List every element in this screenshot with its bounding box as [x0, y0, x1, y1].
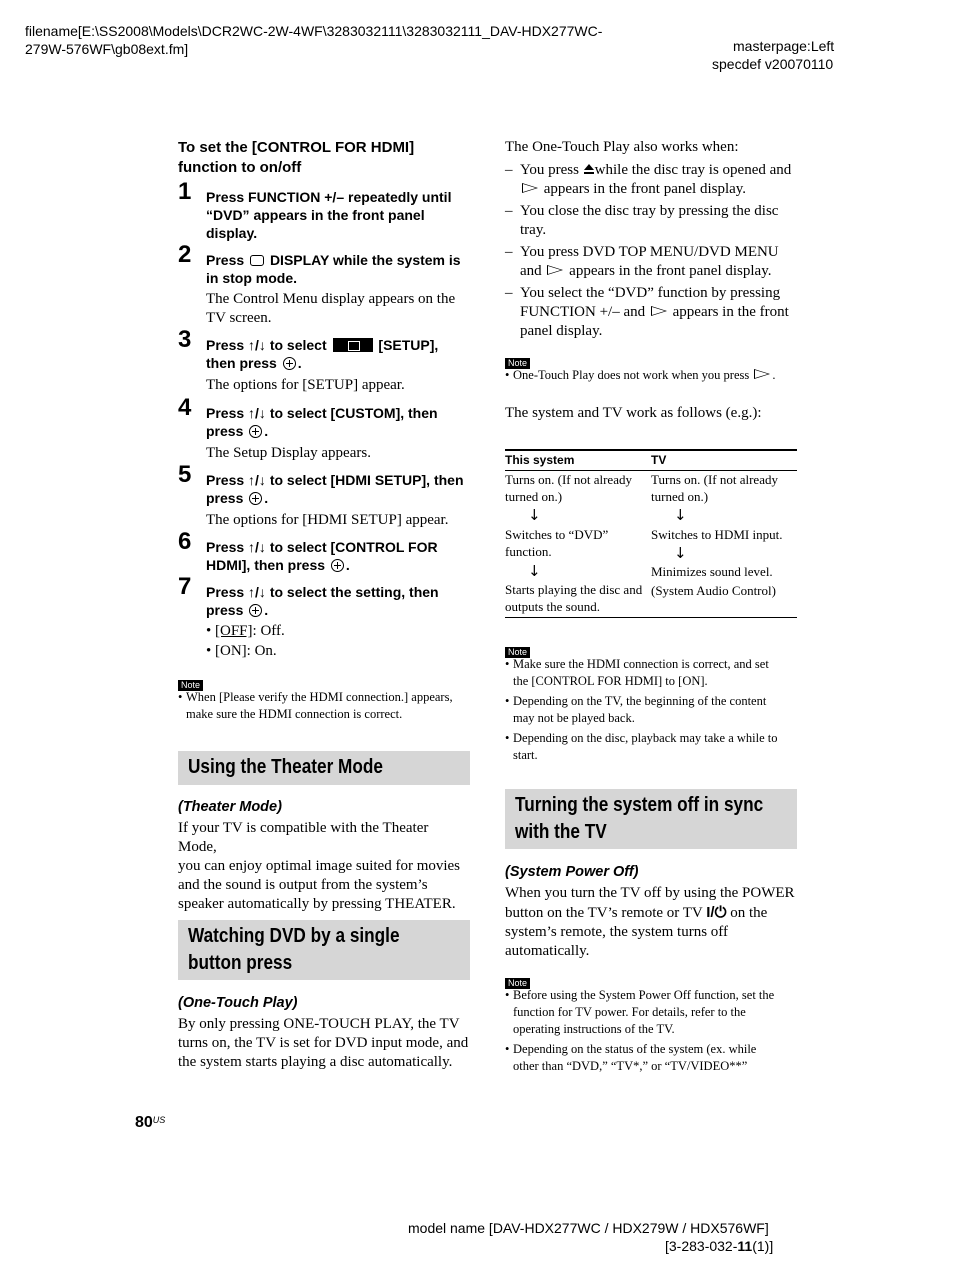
power-icon: I/⏻: [706, 904, 727, 921]
footer-model: model name [DAV-HDX277WC / HDX279W / HDX576WF] [3-283-032-11(1)]: [408, 1220, 774, 1254]
note-label: Note: [178, 680, 203, 691]
system-tv-intro: The system and TV work as follows (e.g.):: [505, 405, 762, 421]
left-column: [178, 138, 470, 1070]
table-header-tv: TV: [651, 453, 667, 467]
one-touch-subtitle: (One-Touch Play): [178, 995, 298, 1011]
note-label: Note: [505, 647, 530, 658]
one-touch-section-title: Watching DVD by a single button press: [188, 925, 400, 974]
step-text: Press ↑/↓ to select [CONTROL FOR HDMI], then press .: [206, 539, 438, 573]
note-label: Note: [505, 978, 530, 989]
display-button-icon: [250, 255, 264, 266]
step-options: • [OFF]: Off. • [ON]: On.: [206, 623, 285, 659]
header-filename-line1: filename[E:\SS2008\Models\DCR2WC-2W-4WF\3283032111\3283032111_DAV-HDX277WC-: [25, 23, 603, 39]
step-text: Press DISPLAY while the system is in stop mode.: [206, 252, 461, 286]
table-cell: Minimizes sound level. (System Audio Control): [651, 564, 776, 598]
step-number: 4: [178, 394, 192, 421]
table-bottom-rule: [505, 617, 797, 618]
table-cell: Starts playing the disc and outputs the sound.: [505, 582, 643, 614]
step-number: 1: [178, 178, 192, 205]
play-indicator-icon: [522, 183, 538, 193]
enter-button-icon: [249, 604, 262, 617]
control-hdmi-note: Note • When [Please verify the HDMI connection.] appears, make sure the HDMI connection is correct.: [178, 680, 453, 721]
page-number: $80^{US}$: [135, 1114, 166, 1131]
sync-section-bar: [505, 789, 797, 849]
step-text: Press FUNCTION +/– repeatedly until “DVD” appears in the front panel display.: [206, 189, 452, 241]
enter-button-icon: [249, 425, 262, 438]
step-text: Press ↑/↓ to select [SETUP], then press .: [206, 337, 439, 371]
step-number: 2: [178, 241, 192, 268]
enter-button-icon: [249, 492, 262, 505]
step-description: The Control Menu display appears on the TV screen.: [206, 291, 456, 326]
play-indicator-icon: [547, 265, 563, 275]
step-description: The Setup Display appears.: [206, 445, 371, 461]
header-filename: [25, 22, 665, 58]
enter-button-icon: [331, 559, 344, 572]
header-masterpage-text: masterpage:Left: [733, 38, 835, 54]
arrow-down-icon: ↓: [528, 562, 541, 580]
control-hdmi-title: To set the [CONTROL FOR HDMI] function to on/off: [178, 139, 415, 176]
step-description: The options for [HDMI SETUP] appear.: [206, 512, 449, 528]
header-masterpage: [700, 37, 930, 73]
step-description: The options for [SETUP] appear.: [206, 377, 405, 393]
step-text: Press ↑/↓ to select the setting, then press .: [206, 584, 439, 618]
eject-icon: [584, 164, 594, 175]
step-text: Press ↑/↓ to select [CUSTOM], then press .: [206, 405, 438, 439]
theater-section-bar: [178, 751, 470, 785]
theater-subtitle: (Theater Mode): [178, 799, 282, 815]
sync-section-title: Turning the system off in sync with the TV: [515, 794, 764, 843]
one-touch-intro: The One-Touch Play also works when:: [505, 139, 739, 155]
setup-toolbox-icon: [333, 338, 373, 352]
step-number: 3: [178, 326, 192, 353]
table-cell: Turns on. (If not already turned on.): [505, 472, 632, 504]
sync-body: When you turn the TV off by using the POWER button on the TV’s remote or TV I/⏻ on the system’s remote, the system turns off automatically.: [505, 885, 795, 959]
table-top-rule: [505, 449, 797, 451]
table-header-system: This system: [505, 453, 575, 467]
power-off-notes: Note • Before using the System Power Off function, set the function for TV power. For details, refer to the operating instructions of the TV. • Depending on the status of the system (ex. while other than “DVD,” “TV*,” or “TV/VIDEO**”: [505, 978, 775, 1073]
note-label: Note: [505, 358, 530, 369]
table-cell: Switches to “DVD” function.: [505, 527, 609, 559]
step-number: 5: [178, 461, 192, 488]
enter-button-icon: [283, 357, 296, 370]
step-number: 7: [178, 573, 192, 600]
table-cell: Switches to HDMI input.: [651, 527, 783, 542]
hdmi-notes: Note • Make sure the HDMI connection is correct, and set the [CONTROL FOR HDMI] to [ON]. • Depending on the TV, the beginning of the content may not be played back. • Depending on the disc, playback may take a while to start.: [505, 647, 778, 762]
theater-section-title: Using the Theater Mode: [188, 756, 383, 778]
arrow-down-icon: ↓: [674, 544, 687, 562]
one-touch-section-bar: [178, 920, 470, 980]
arrow-down-icon: ↓: [528, 506, 541, 524]
sync-subtitle: (System Power Off): [505, 864, 639, 880]
theater-body: If your TV is compatible with the Theater Mode, you can enjoy optimal image suited for movies and the sound is output from the system’s speaker automatically by pressing THEATER.: [178, 820, 461, 912]
header-filename-line2: 279W-576WF\gb08ext.fm]: [25, 41, 189, 57]
step-text: Press ↑/↓ to select [HDMI SETUP], then press .: [206, 472, 464, 506]
header-specdef: specdef v20070110: [712, 56, 834, 72]
arrow-down-icon: ↓: [674, 506, 687, 524]
play-indicator-icon: [754, 369, 770, 379]
play-indicator-icon: [651, 306, 667, 316]
step-number: 6: [178, 528, 192, 555]
one-touch-body: By only pressing ONE-TOUCH PLAY, the TV turns on, the TV is set for DVD input mode, and the system starts playing a disc automatically.: [178, 1016, 469, 1070]
one-touch-note: Note • One-Touch Play does not work when you press .: [505, 358, 776, 382]
operation-table: [505, 449, 797, 619]
option-off-default: [OFF]: [215, 623, 253, 639]
table-cell: Turns on. (If not already turned on.): [651, 472, 778, 504]
